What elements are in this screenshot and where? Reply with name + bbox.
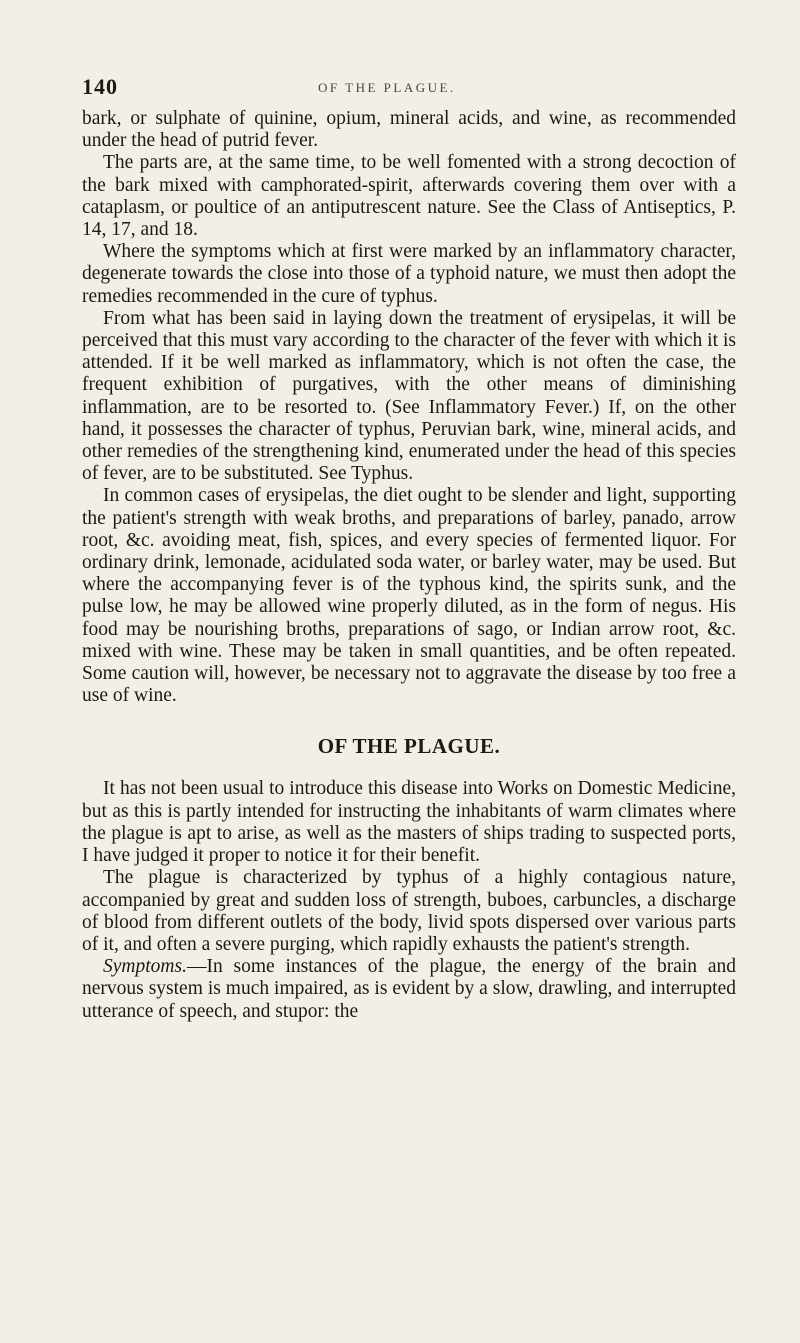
- paragraph: In common cases of erysipelas, the diet ought to be slender and light, supporting the patient's strength with weak broths, and preparations of barley, panado, arrow root, &c. avoiding meat, fish, spices, and every species of fermented liquor. For ordinary drink, lemonade, acidulated soda water, or barley water, may be used. But where the accompanying fever is of the typhous kind, the spirits sunk, and the pulse low, he may be allowed wine properly diluted, as in the form of negus. His food may be nourishing broths, preparations of sago, or Indian arrow root, &c. mixed with wine. These may be taken in small quantities, and be often repeated. Some caution will, however, be necessary not to aggravate the disease by too free a use of wine.: [82, 485, 736, 707]
- running-title: OF THE PLAGUE.: [318, 80, 456, 95]
- paragraph: bark, or sulphate of quinine, opium, mineral acids, and wine, as recommended under the head of putrid fever.: [82, 108, 736, 152]
- paragraph: Where the symptoms which at first were marked by an inflammatory character, degenerate towards the close into those of a typhoid nature, we must then adopt the remedies recommended in the cure of typhus.: [82, 241, 736, 307]
- symptoms-text: —In some instances of the plague, the energy of the brain and nervous system is much impaired, as is evident by a slow, drawling, and interrupted utterance of speech, and stupor: the: [82, 956, 736, 1022]
- symptoms-paragraph: [82, 956, 736, 1023]
- body-text: [82, 108, 736, 1023]
- running-head: [82, 74, 736, 108]
- section-heading: OF THE PLAGUE.: [317, 734, 501, 759]
- paragraph: The parts are, at the same time, to be well fomented with a strong decoction of the bark mixed with camphorated-spirit, afterwards covering them over with a cataplasm, or poultice of an antiputrescent nature. See the Class of Antiseptics, P. 14, 17, and 18.: [82, 152, 736, 241]
- page-number: 140: [82, 74, 118, 99]
- paragraph: The plague is characterized by typhus of a highly contagious nature, accompanied by great and sudden loss of strength, buboes, carbuncles, a discharge of blood from different outlets of the body, livid spots dispersed over various parts of it, and often a severe purging, which rapidly exhausts the patient's strength.: [82, 867, 736, 955]
- paragraph: From what has been said in laying down the treatment of erysipelas, it will be perceived that this must vary according to the character of the fever with which it is attended. If it be well marked as inflammatory, which is not often the case, the frequent exhibition of purgatives, with the other means of diminishing inflammation, are to be resorted to. (See Inflammatory Fever.) If, on the other hand, it possesses the character of typhus, Peruvian bark, wine, mineral acids, and other remedies of the strengthening kind, enumerated under the head of this species of fever, are to be substituted. See Typhus.: [82, 307, 736, 485]
- symptoms-label: Symptoms.: [103, 956, 187, 978]
- paragraph: It has not been usual to introduce this disease into Works on Domestic Medicine, but as this is partly intended for instructing the inhabitants of warm climates where the plague is apt to arise, as well as the masters of ships trading to suspected ports, I have judged it proper to notice it for their benefit.: [82, 778, 736, 867]
